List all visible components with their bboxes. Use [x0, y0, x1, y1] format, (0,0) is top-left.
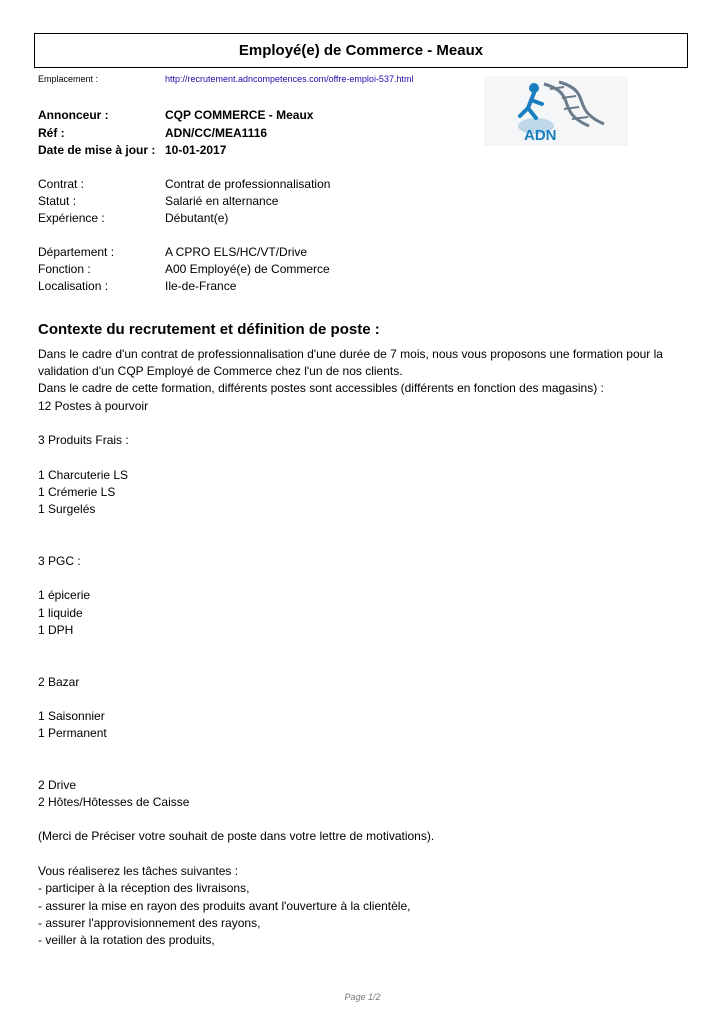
body-text-line: - assurer la mise en rayon des produits avant l'ouverture à la clientèle,	[38, 899, 411, 913]
body-text-line: 1 Crémerie LS	[38, 485, 116, 499]
body-text-line: 1 épicerie	[38, 588, 91, 602]
field-value: ADN/CC/MEA1116	[165, 125, 268, 140]
body-text-line: 2 Hôtes/Hôtesses de Caisse	[38, 795, 190, 809]
field-label: Localisation :	[38, 279, 109, 294]
body-text-line: 1 DPH	[38, 623, 74, 637]
field-value: Contrat de professionnalisation	[165, 177, 331, 191]
body-text-line: 1 liquide	[38, 606, 83, 620]
body-text-line: Dans le cadre d'un contrat de professionnalisation d'une durée de 7 mois, nous vous proposons une formation pour la	[38, 347, 663, 361]
field-value: Ile-de-France	[165, 279, 237, 294]
section-title: Contexte du recrutement et définition de poste :	[38, 321, 380, 338]
body-text-line: 1 Charcuterie LS	[38, 468, 129, 482]
body-text-line: (Merci de Préciser votre souhait de poste dans votre lettre de motivations).	[38, 829, 435, 843]
body-text-line: 12 Postes à pourvoir	[38, 399, 149, 413]
body-text-line: validation d'un CQP Employé de Commerce chez l'un de nos clients.	[38, 364, 403, 378]
field-label: Expérience :	[38, 211, 105, 226]
page-title: Employé(e) de Commerce - Meaux	[34, 33, 688, 68]
field-label: Département :	[38, 245, 115, 259]
body-text-line: - veiller à la rotation des produits,	[38, 933, 215, 947]
location-link[interactable]: http://recrutement.adncompetences.com/offre-emploi-537.html	[165, 74, 414, 84]
body-text-line: 1 Permanent	[38, 726, 107, 740]
field-value: A00 Employé(e) de Commerce	[165, 262, 330, 277]
page-number: Page 1/2	[344, 992, 381, 1002]
field-label: Réf :	[38, 125, 65, 140]
body-text-line: Vous réaliserez les tâches suivantes :	[38, 864, 239, 878]
body-text-line: Dans le cadre de cette formation, différents postes sont accessibles (différents en fonction des magasins) :	[38, 381, 604, 395]
field-value: CQP COMMERCE - Meaux	[165, 108, 314, 122]
location-label: Emplacement :	[38, 74, 99, 84]
field-value: 10-01-2017	[165, 143, 227, 157]
body-text-line: - assurer l'approvisionnement des rayons,	[38, 916, 261, 930]
logo-text: ADN	[524, 127, 557, 144]
body-text-line: 3 PGC :	[38, 554, 81, 568]
body-text-line: 1 Surgelés	[38, 502, 96, 516]
field-value: Salarié en alternance	[165, 194, 279, 209]
field-value: A CPRO ELS/HC/VT/Drive	[165, 245, 308, 259]
field-value: Débutant(e)	[165, 211, 229, 226]
field-label: Date de mise à jour :	[38, 143, 156, 157]
field-label: Fonction :	[38, 262, 91, 277]
field-label: Statut :	[38, 194, 77, 209]
field-label: Annonceur :	[38, 108, 109, 122]
field-label: Contrat :	[38, 177, 85, 191]
adn-logo	[484, 76, 628, 146]
body-text-line: 2 Drive	[38, 778, 77, 792]
body-text-line: - participer à la réception des livraisons,	[38, 881, 250, 895]
body-text-line: 1 Saisonnier	[38, 709, 105, 723]
body-text-line: 2 Bazar	[38, 675, 80, 689]
body-text-line: 3 Produits Frais :	[38, 433, 129, 447]
